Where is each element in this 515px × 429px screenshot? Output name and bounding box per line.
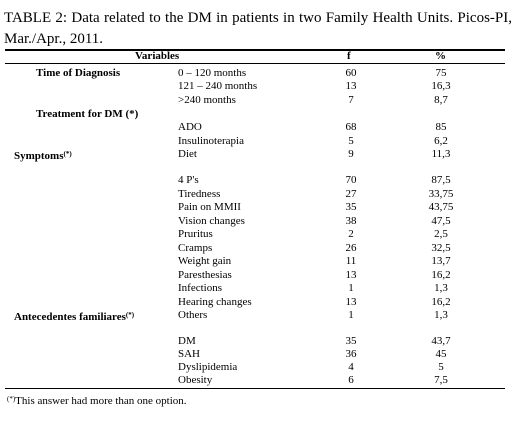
row-pct: 1,3 [434, 282, 448, 294]
table-footnote [7, 395, 187, 407]
row-f: 26 [345, 242, 357, 254]
row-f: 5 [348, 135, 354, 147]
row-label: Pain on MMII [178, 201, 241, 213]
row-pct: 87,5 [431, 174, 451, 186]
row-pct: 47,5 [431, 215, 451, 227]
row-f: 1 [348, 282, 354, 294]
row-pct: 85 [435, 121, 447, 133]
row-pct: 8,7 [434, 94, 448, 106]
row-f: 36 [345, 348, 357, 360]
row-label: Insulinoterapia [178, 135, 244, 147]
group-treatment: Treatment for DM (*) [36, 108, 139, 120]
row-f: 27 [345, 188, 357, 200]
row-label: ADO [178, 121, 202, 133]
row-pct: 75 [435, 67, 447, 79]
row-f: 13 [345, 296, 357, 308]
row-label: Infections [178, 282, 222, 294]
row-f: 38 [345, 215, 357, 227]
row-pct: 43,75 [428, 201, 454, 213]
header-frequency: f [347, 50, 351, 62]
row-label: 4 P's [178, 174, 199, 186]
row-f: 4 [348, 361, 354, 373]
row-pct: 16,3 [431, 80, 451, 92]
header-variables: Variables [135, 50, 180, 62]
row-pct: 45 [435, 348, 447, 360]
top-rule [5, 49, 505, 51]
row-f: 9 [348, 148, 354, 160]
row-label: Pruritus [178, 228, 213, 240]
row-f: 13 [345, 80, 357, 92]
row-label: 0 – 120 months [178, 67, 247, 79]
row-pct: 7,5 [434, 374, 448, 386]
row-f: 13 [345, 269, 357, 281]
row-pct: 11,3 [431, 148, 451, 160]
row-label: Hearing changes [178, 296, 252, 308]
row-pct: 5 [438, 361, 444, 373]
row-pct: 43,7 [431, 335, 451, 347]
row-pct: 33,75 [428, 188, 454, 200]
row-f: 35 [345, 335, 357, 347]
row-label: DM [178, 335, 196, 347]
footnote-text: This answer had more than one option. [15, 395, 187, 407]
row-pct: 2,5 [434, 228, 448, 240]
footnote-mark: (*) [7, 395, 16, 403]
row-f: 35 [345, 201, 357, 213]
row-pct: 1,3 [434, 309, 448, 321]
symptoms-footnote-mark: (*) [63, 150, 72, 158]
data-table [5, 49, 505, 411]
row-pct: 16,2 [431, 296, 451, 308]
row-label: SAH [178, 348, 201, 360]
row-label: Tiredness [178, 188, 221, 200]
table-caption: TABLE 2: Data related to the DM in patients in two Family Health Units. Picos-PI, Mar./Apr., 2011. [4, 10, 512, 47]
row-label: Others [178, 309, 208, 321]
row-pct: 32,5 [431, 242, 451, 254]
row-f: 2 [348, 228, 354, 240]
antecedentes-footnote-mark: (*) [125, 311, 135, 319]
row-f: 6 [348, 374, 354, 386]
row-label: Vision changes [178, 215, 245, 227]
group-symptoms: Symptoms(*) [14, 150, 72, 162]
row-f: 68 [345, 121, 357, 133]
row-label: Cramps [178, 242, 213, 254]
row-label: Diet [178, 148, 197, 160]
group-time-of-diagnosis: Time of Diagnosis [36, 67, 121, 79]
row-pct: 13,7 [431, 255, 451, 267]
row-f: 7 [348, 94, 354, 106]
header-percent: % [435, 50, 446, 62]
row-f: 70 [345, 174, 357, 186]
row-pct: 16,2 [431, 269, 451, 281]
row-label: Obesity [178, 374, 213, 386]
row-f: 11 [345, 255, 357, 267]
row-label: Paresthesias [178, 269, 232, 281]
row-f: 1 [348, 309, 354, 321]
bottom-rule [5, 388, 505, 389]
row-label: >240 months [178, 94, 236, 106]
row-label: 121 – 240 months [178, 80, 258, 92]
group-antecedentes: Antecedentes familiares(*) [14, 311, 135, 323]
row-pct: 6,2 [434, 135, 448, 147]
header-rule [5, 63, 505, 64]
row-label: Weight gain [178, 255, 232, 267]
row-label: Dyslipidemia [178, 361, 238, 373]
row-f: 60 [345, 67, 357, 79]
